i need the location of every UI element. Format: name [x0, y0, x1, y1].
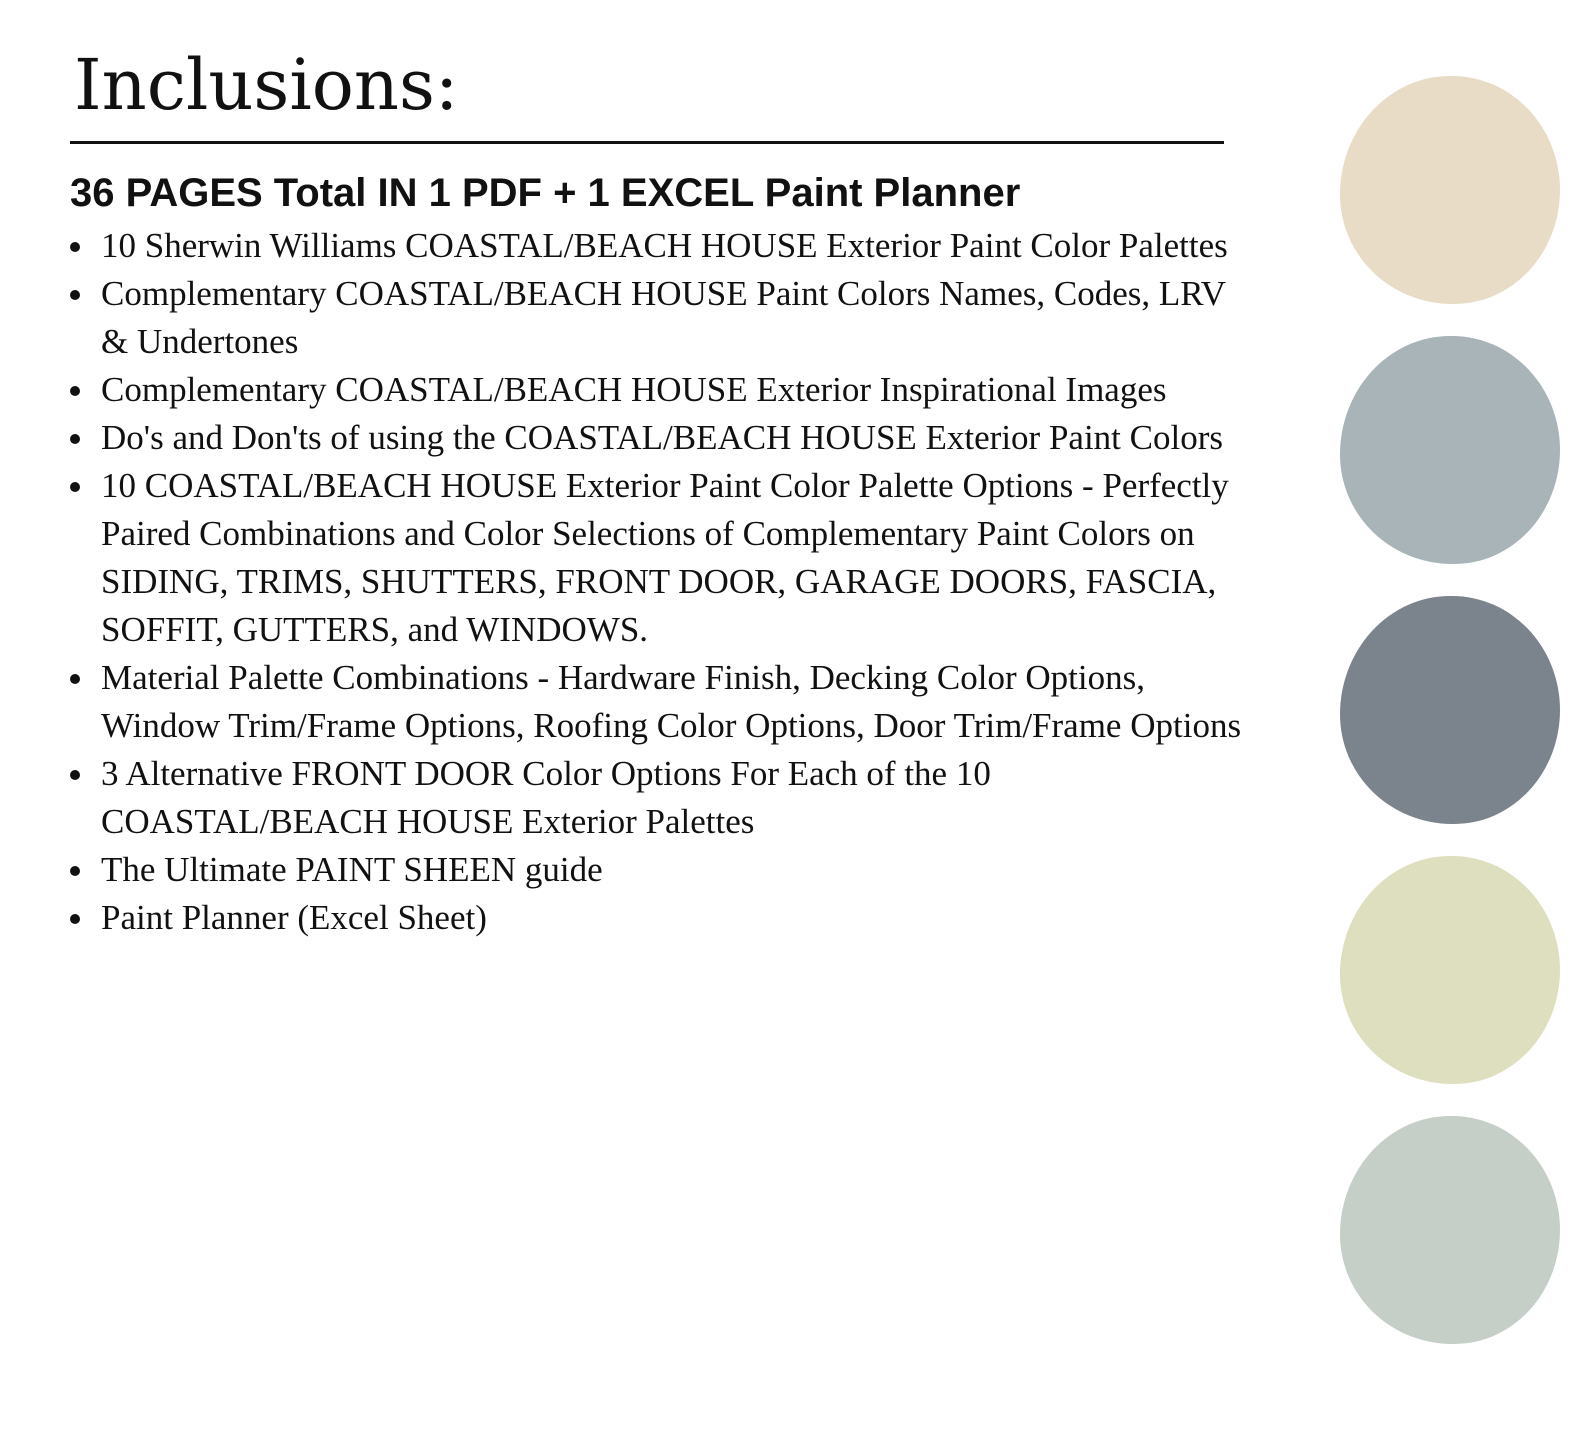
- list-item: [70, 750, 1250, 846]
- bullet-icon: [70, 674, 80, 684]
- bullet-icon: [70, 434, 80, 444]
- list-item-text: 10 Sherwin Williams COASTAL/BEACH HOUSE Exterior Paint Color Palettes: [101, 226, 1228, 265]
- title-divider: [70, 141, 1224, 144]
- list-item-text: 10 COASTAL/BEACH HOUSE Exterior Paint Color Palette Options - Perfectly Paired Combinations and Color Selections of Complementary Paint Colors on SIDING, TRIMS, SHUTTERS, FRONT DOOR, GARAGE DOORS, FASCIA, SOFFIT, GUTTERS, and WINDOWS.: [101, 466, 1229, 649]
- bullet-icon: [70, 482, 80, 492]
- list-item-text: Material Palette Combinations - Hardware Finish, Decking Color Options, Window Trim/Frame Options, Roofing Color Options, Door Trim/Frame Options: [101, 658, 1242, 745]
- list-item: [70, 414, 1250, 462]
- summary-heading: 36 PAGES Total IN 1 PDF + 1 EXCEL Paint Planner: [70, 171, 1021, 215]
- swatch-mist-blue: [1340, 336, 1560, 564]
- swatch-sand: [1340, 76, 1560, 304]
- page-title: Inclusions:: [74, 44, 459, 126]
- bullet-icon: [70, 770, 80, 780]
- swatch-slate: [1340, 596, 1560, 824]
- bullet-icon: [70, 386, 80, 396]
- list-item: [70, 270, 1250, 366]
- bullet-icon: [70, 242, 80, 252]
- inclusions-list: [70, 222, 1250, 942]
- list-item-text: Do's and Don'ts of using the COASTAL/BEACH HOUSE Exterior Paint Colors: [101, 418, 1223, 457]
- bullet-icon: [70, 914, 80, 924]
- list-item: [70, 366, 1250, 414]
- list-item: [70, 846, 1250, 894]
- list-item-text: Complementary COASTAL/BEACH HOUSE Paint Colors Names, Codes, LRV & Undertones: [101, 274, 1226, 361]
- list-item-text: 3 Alternative FRONT DOOR Color Options For Each of the 10 COASTAL/BEACH HOUSE Exterior Palettes: [101, 754, 991, 841]
- list-item: [70, 462, 1250, 654]
- swatch-sage-gray: [1340, 1116, 1560, 1344]
- list-item-text: The Ultimate PAINT SHEEN guide: [101, 850, 603, 889]
- swatch-pale-olive: [1340, 856, 1560, 1084]
- bullet-icon: [70, 866, 80, 876]
- bullet-icon: [70, 290, 80, 300]
- list-item: [70, 654, 1250, 750]
- list-item-text: Paint Planner (Excel Sheet): [101, 898, 487, 937]
- list-item-text: Complementary COASTAL/BEACH HOUSE Exterior Inspirational Images: [101, 370, 1167, 409]
- list-item: [70, 894, 1250, 942]
- color-swatch-column: [1340, 76, 1560, 1376]
- list-item: [70, 222, 1250, 270]
